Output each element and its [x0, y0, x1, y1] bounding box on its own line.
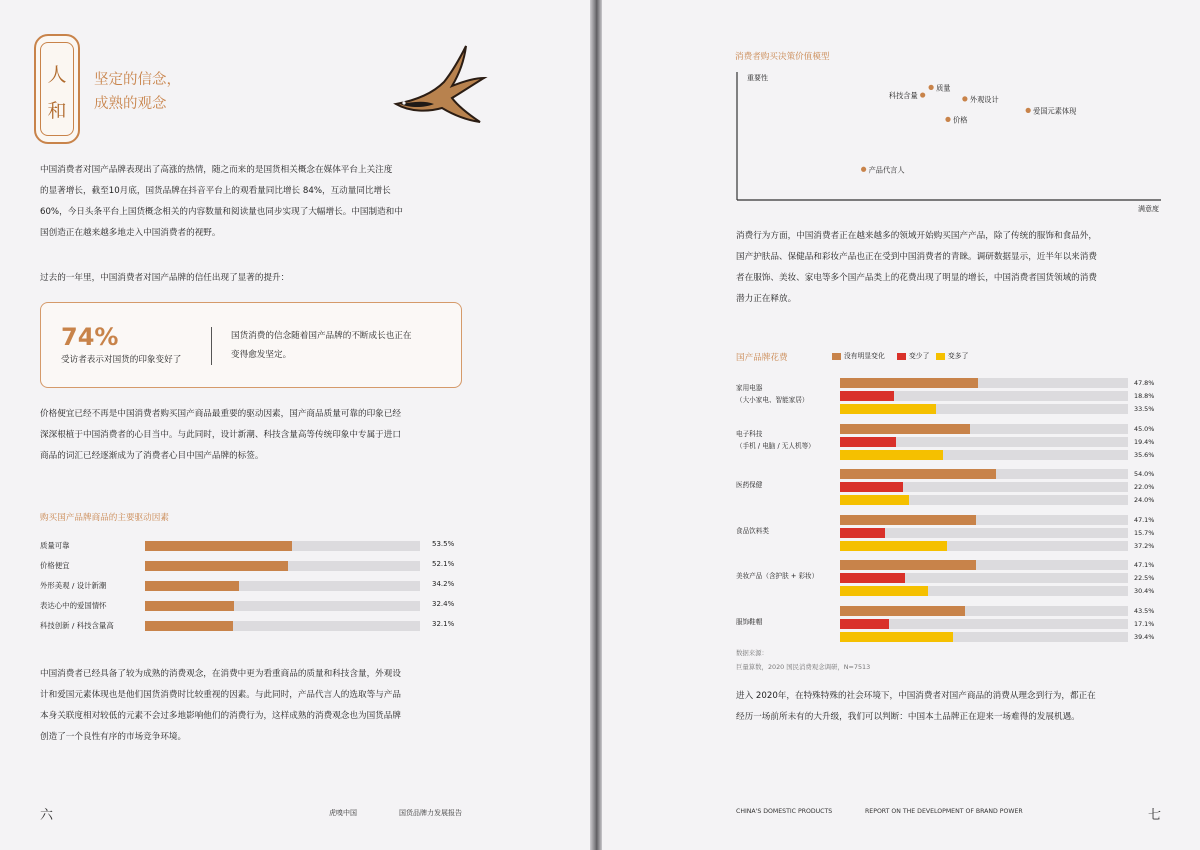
- driver-bar-label: 质量可靠: [40, 541, 70, 550]
- scatter-point-label: 科技含量: [888, 91, 918, 101]
- text-line: 的显著增长，截至10月底，国货品牌在抖音平台上的观看量同比增长 84%，互动量同比增长: [40, 186, 391, 196]
- spend-bar-value: 47.1%: [1134, 515, 1155, 524]
- text-line: 进入 2020年，在特殊特殊的社会环境下，中国消费者对国产商品的消费从理念到行为，都正在: [736, 691, 1096, 701]
- spend-bar-value: 39.4%: [1134, 632, 1155, 641]
- spend-bar: [840, 378, 978, 388]
- driver-bar-track: [145, 561, 420, 571]
- spend-bar-value: 22.5%: [1134, 574, 1155, 582]
- driver-bar-track: [145, 621, 420, 631]
- text-line: 者在服饰、美妆、家电等多个国产品类上的花费出现了明显的增长，中国消费者国货领域的消费: [736, 273, 1097, 283]
- spend-bar: [840, 541, 947, 551]
- text-line: 计和爱国元素体现也是他们国货消费时比较重视的因素。与此同时，产品代言人的选取等与产品: [40, 690, 401, 700]
- text-line: 深深根植于中国消费者的心目当中。与此同时，设计新潮、科技含量高等传统印象中专属于进口: [40, 430, 401, 440]
- section-headline: [94, 68, 181, 116]
- highlight-divider: [211, 327, 212, 365]
- driver-bar-value: 53.5%: [432, 540, 455, 548]
- driver-bar-value: 32.1%: [432, 620, 455, 628]
- spend-bar: [840, 586, 928, 596]
- spend-bar-value: 33.5%: [1134, 405, 1155, 413]
- scatter-point-label: 质量: [936, 83, 951, 93]
- spend-bar: [840, 632, 953, 642]
- outlook-paragraph: [736, 686, 1176, 728]
- legend-item: [832, 350, 885, 360]
- behavior-paragraph: [736, 226, 1176, 310]
- source-label: 数据来源：: [736, 649, 768, 657]
- spend-bar-value: 35.6%: [1134, 450, 1155, 459]
- legend-label: 变多了: [948, 352, 969, 360]
- spend-bar: [840, 619, 889, 629]
- spend-bar-value: 47.1%: [1134, 561, 1155, 569]
- scatter-point-label: 价格: [953, 115, 968, 125]
- driver-chart-title: 购买国产品牌商品的主要驱动因素: [40, 513, 169, 523]
- driver-bar-track: [145, 581, 420, 591]
- footer-report-title: 国货品牌力发展报告: [399, 809, 462, 817]
- spend-bar: [840, 450, 943, 460]
- text-line: 60%，今日头条平台上国货概念相关的内容数量和阅读量也同步实现了大幅增长。中国制造和中: [40, 207, 403, 217]
- legend-item: [936, 350, 968, 360]
- driver-bar-value: 34.2%: [432, 580, 455, 588]
- footer-en-title-2: REPORT ON THE DEVELOPMENT OF BRAND POWER: [865, 808, 1023, 815]
- spend-category-label: [736, 525, 769, 537]
- emblem-char-2: 和: [47, 100, 67, 122]
- source-text: 巨量算数，2020 国民消费观念调研，N=7513: [736, 663, 871, 671]
- spend-category-label: [736, 570, 818, 582]
- legend-label: 没有明显变化: [844, 352, 885, 360]
- spend-bar-value: 19.4%: [1134, 437, 1155, 446]
- category-line: 电子科技: [736, 429, 763, 438]
- scatter-point-label: 爱国元素体现: [1033, 106, 1077, 116]
- text-line: 变得愈发坚定。: [231, 350, 292, 360]
- text-line: 潜力正在释放。: [736, 294, 797, 304]
- legend-swatch: [936, 353, 945, 360]
- scatter-point: [1026, 108, 1031, 113]
- spend-bar-value: 18.8%: [1134, 392, 1155, 400]
- text-line: 国创造正在越来越多地走入中国消费者的视野。: [40, 228, 221, 238]
- legend-swatch: [897, 353, 906, 360]
- spend-chart-title: 国产品牌花费: [736, 353, 788, 363]
- scatter-point: [929, 85, 934, 90]
- text-line: 商品的词汇已经逐渐成为了消费者心目中国产品牌的标签。: [40, 451, 264, 461]
- spend-bar-value: 47.8%: [1134, 379, 1155, 387]
- driver-bar: [145, 621, 233, 631]
- text-line: 国货消费的信念随着国产品牌的不断成长也正在: [231, 331, 412, 341]
- text-line: 消费行为方面，中国消费者正在越来越多的领域开始购买国产产品，除了传统的服饰和食品外，: [736, 231, 1097, 241]
- text-line: 中国消费者已经具备了较为成熟的消费观念，在消费中更为看重商品的质量和科技含量，外观设: [40, 669, 401, 679]
- driver-bar: [145, 561, 288, 571]
- driver-bar-label: 表达心中的爱国情怀: [40, 601, 107, 610]
- text-line: 国产护肤品、保健品和彩妆产品也正在受到中国消费者的青睐。调研数据显示，近半年以来消费: [736, 252, 1097, 262]
- text-line: 经历一场前所未有的大升级，我们可以判断：中国本土品牌正在迎来一场难得的发展机遇。: [736, 712, 1080, 722]
- spend-bar: [840, 469, 996, 479]
- spend-bar: [840, 391, 894, 401]
- category-line: 医药保健: [736, 481, 763, 489]
- highlight-text: [231, 327, 451, 365]
- driver-bar-value: 52.1%: [432, 560, 455, 568]
- category-line: （手机 / 电脑 / 无人机等）: [736, 441, 815, 450]
- left-page: [0, 0, 590, 850]
- spend-bar: [840, 495, 909, 505]
- spend-bar-value: 22.0%: [1134, 483, 1155, 491]
- spend-category-label: [736, 382, 809, 406]
- spend-bar: [840, 560, 976, 570]
- text-line: 中国消费者对国产品牌表现出了高涨的热情，随之而来的是国货相关概念在媒体平台上关注度: [40, 165, 393, 175]
- spend-bar: [840, 404, 936, 414]
- spend-bar: [840, 482, 903, 492]
- driver-bar-label: 价格便宜: [40, 561, 70, 570]
- text-line: 创造了一个良性有序的市场竞争环境。: [40, 732, 187, 742]
- headline-line-1: 坚定的信念，: [94, 72, 181, 88]
- category-line: 食品饮料类: [736, 526, 769, 535]
- driver-bar-track: [145, 541, 420, 551]
- driver-bar: [145, 581, 239, 591]
- page-number-right: 七: [1148, 808, 1162, 823]
- scatter-point: [861, 167, 866, 172]
- driver-bar: [145, 601, 234, 611]
- spend-bar-value: 37.2%: [1134, 541, 1155, 550]
- spend-bar: [840, 424, 970, 434]
- legend-item: [897, 350, 929, 360]
- mature-paragraph: [40, 664, 480, 748]
- text-line: 价格便宜已经不再是中国消费者购买国产商品最重要的驱动因素，国产商品质量可靠的印象已经: [40, 409, 401, 419]
- intro-paragraph: [40, 160, 480, 244]
- spend-bar: [840, 437, 896, 447]
- trust-paragraph: 过去的一年里，中国消费者对国产品牌的信任出现了显著的提升：: [40, 273, 290, 283]
- swallow-icon: [388, 42, 488, 124]
- highlight-percent: 74%: [61, 323, 119, 351]
- spend-bar: [840, 573, 905, 583]
- value-model-scatter-chart: [735, 68, 1165, 213]
- driver-bar-value: 32.4%: [432, 600, 455, 608]
- scatter-point: [920, 92, 925, 97]
- headline-line-2: 成熟的观念: [94, 96, 167, 112]
- driver-paragraph: [40, 404, 480, 467]
- spend-bar: [840, 606, 965, 616]
- spend-bar-value: 15.7%: [1134, 528, 1155, 537]
- y-axis-label: 重要性: [747, 74, 768, 82]
- driver-bar-label: 外形美观 / 设计新潮: [40, 581, 107, 590]
- legend-swatch: [832, 353, 841, 360]
- scatter-point-label: 产品代言人: [868, 165, 905, 175]
- highlight-subtitle: 受访者表示对国货的印象变好了: [61, 355, 182, 365]
- category-line: 服饰鞋帽: [736, 617, 763, 626]
- legend-label: 变少了: [909, 352, 930, 360]
- driver-bar-track: [145, 601, 420, 611]
- spend-bar-value: 24.0%: [1134, 496, 1155, 504]
- spend-bar: [840, 515, 976, 525]
- driver-bar: [145, 541, 292, 551]
- spend-category-label: [736, 479, 762, 491]
- emblem-char-1: 人: [47, 64, 67, 86]
- x-axis-label: 满意度: [1138, 205, 1159, 213]
- spend-bar-value: 17.1%: [1134, 619, 1155, 628]
- footer-brand: 虎嗅中国: [329, 809, 357, 817]
- emblem: [34, 34, 80, 144]
- spend-bar-value: 45.0%: [1134, 424, 1155, 433]
- spend-bar-value: 54.0%: [1134, 470, 1155, 478]
- driver-bar-label: 科技创新 / 科技含量高: [40, 621, 114, 630]
- spend-category-label: [736, 428, 815, 452]
- scatter-point: [945, 117, 950, 122]
- text-line: 本身关联度相对较低的元素不会过多地影响他们的消费行为，这样成熟的消费观念也为国货品牌: [40, 711, 401, 721]
- spend-category-label: [736, 616, 762, 628]
- footer-en-title-1: CHINA'S DOMESTIC PRODUCTS: [736, 808, 833, 815]
- category-line: 美妆产品（含护肤 + 彩妆）: [736, 572, 819, 580]
- spend-bar-value: 43.5%: [1134, 606, 1155, 615]
- scatter-chart-title: 消费者购买决策价值模型: [735, 52, 830, 62]
- scatter-point-label: 外观设计: [969, 94, 999, 104]
- page-number-left: 六: [40, 808, 54, 823]
- scatter-point: [962, 96, 967, 101]
- spend-bar-value: 30.4%: [1134, 587, 1155, 595]
- spend-bar: [840, 528, 885, 538]
- book-gutter: [590, 0, 602, 850]
- category-line: （大小家电、智能家居）: [736, 396, 809, 404]
- category-line: 家用电器: [736, 384, 763, 392]
- highlight-box: [40, 302, 462, 388]
